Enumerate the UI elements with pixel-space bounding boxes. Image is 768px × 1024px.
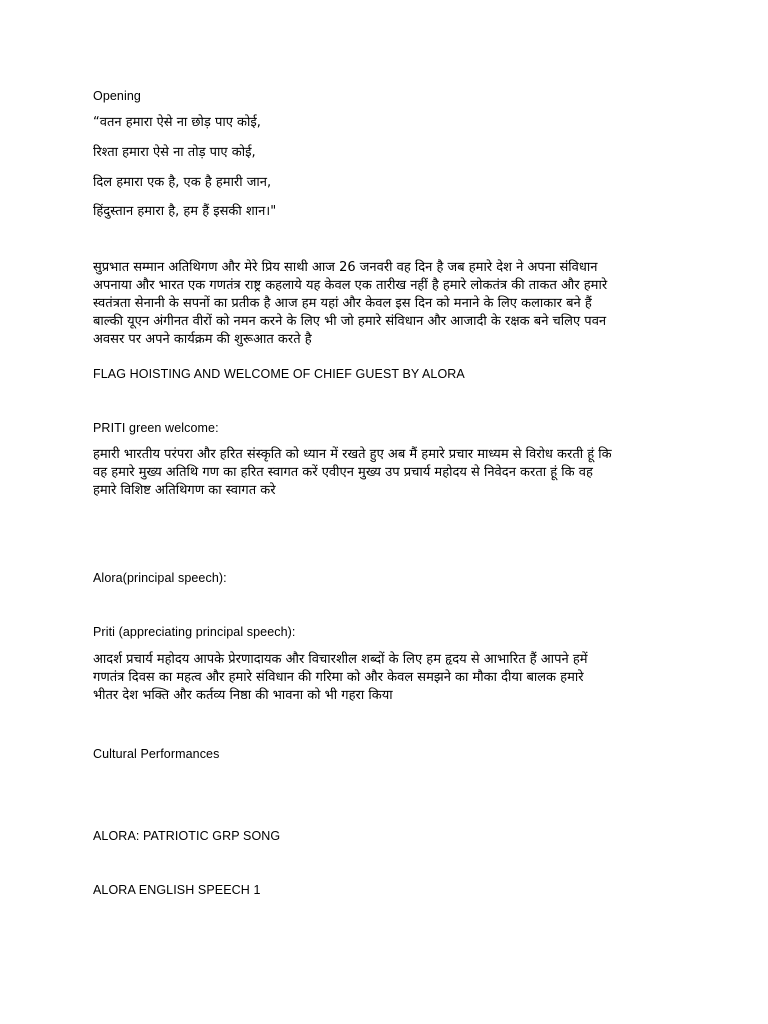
poem-line-2: रिश्ता हमारा ऐसे ना तोड़ पाए कोई, [93, 145, 256, 160]
poem-line-1: “वतन हमारा ऐसे ना छोड़ पाए कोई, [93, 115, 261, 130]
intro-line-4: बाल्की यूएन अंगीनत वीरों को नमन करने के लिए भी जो हमारे संविधान और आजादी के रक्षक बने चलिए पवन [93, 314, 607, 329]
green-line-3: हमारे विशिष्ट अतिथिगण का स्वागत करे [93, 483, 276, 498]
cultural-performances-heading: Cultural Performances [93, 747, 220, 761]
alora-english-speech-item: ALORA ENGLISH SPEECH 1 [93, 883, 261, 897]
appreciation-line-1: आदर्श प्रचार्य महोदय आपके प्रेरणादायक और विचारशील शब्दों के लिए हम हृदय से आभारित हैं आपने हमें [93, 652, 588, 667]
priti-green-welcome-label: PRITI green welcome: [93, 421, 219, 435]
poem-line-4: हिंदुस्तान हमारा है, हम हैं इसकी शान।" [93, 204, 277, 219]
intro-line-2: अपनाया और भारत एक गणतंत्र राष्ट्र कहलाये यह केवल एक तारीख नहीं है हमारे लोकतंत्र की ताकत और हमारे [93, 278, 608, 293]
green-welcome-paragraph [93, 446, 693, 500]
intro-line-3: स्वतंत्रता सेनानी के सपनों का प्रतीक है आज हम यहां और केवल इस दिन को मनाने के लिए कलाकार बने हैं [93, 296, 592, 311]
intro-line-5: अवसर पर अपने कार्यक्रम की शुरूआत करते है [93, 332, 312, 347]
green-line-2: वह हमारे मुख्य अतिथि गण का हरित स्वागत करें एवीएन मुख्य उप प्रचार्य महोदय से निवेदन करता हूं कि वह [93, 465, 593, 480]
opening-label: Opening [93, 89, 141, 103]
flag-hoisting-heading: FLAG HOISTING AND WELCOME OF CHIEF GUEST BY ALORA [93, 367, 465, 381]
intro-line-1: सुप्रभात सम्मान अतिथिगण और मेरे प्रिय साथी आज 26 जनवरी वह दिन है जब हमारे देश ने अपना संविधान [93, 260, 598, 275]
green-line-1: हमारी भारतीय परंपरा और हरित संस्कृति को ध्यान में रखते हुए अब मैं हमारे प्रचार माध्यम से विरोध करती हूं कि [93, 447, 612, 462]
priti-appreciating-label: Priti (appreciating principal speech): [93, 625, 296, 639]
alora-principal-speech-label: Alora(principal speech): [93, 571, 227, 585]
poem-line-3: दिल हमारा एक है, एक है हमारी जान, [93, 175, 272, 190]
intro-paragraph [93, 259, 693, 349]
appreciation-line-2: गणतंत्र दिवस का महत्व और हमारे संविधान की गरिमा को और केवल समझने का मौका दीया बालक हमारे [93, 670, 584, 685]
alora-patriotic-song-item: ALORA: PATRIOTIC GRP SONG [93, 829, 281, 843]
appreciation-paragraph [93, 651, 693, 705]
appreciation-line-3: भीतर देश भक्ति और कर्तव्य निष्ठा की भावना को भी गहरा किया [93, 688, 393, 703]
